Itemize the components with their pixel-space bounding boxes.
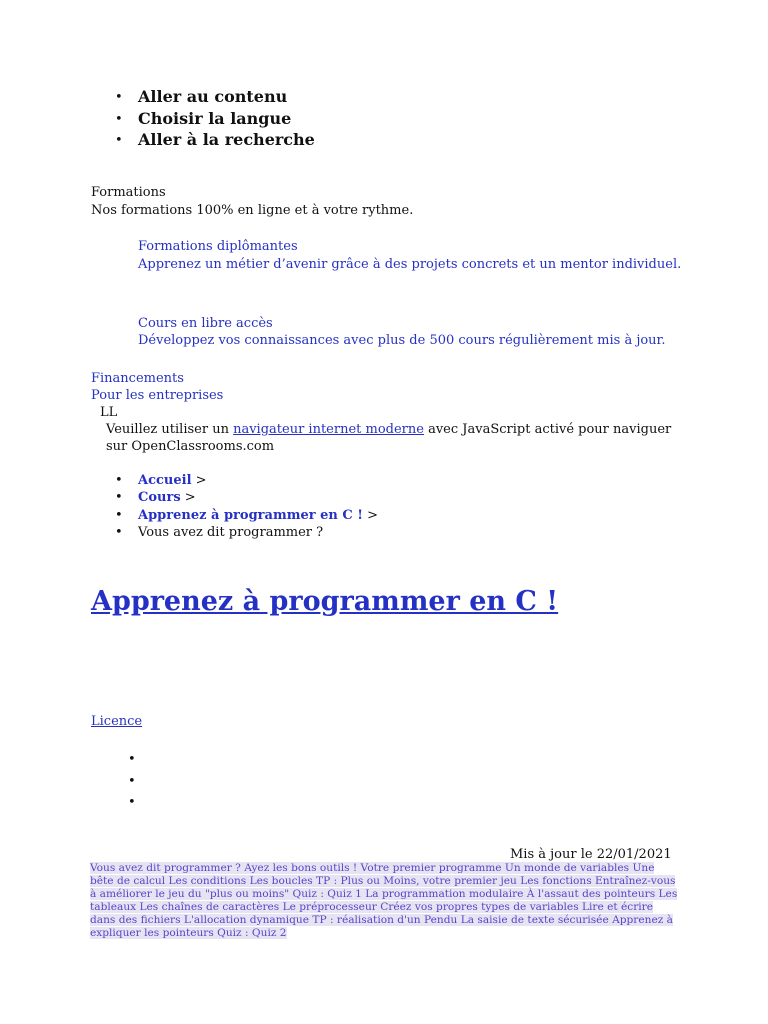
toc-text[interactable]: Vous avez dit programmer ? Ayez les bons outils ! Votre premier programme Un monde de variables Une bête de calcul Les conditions Les boucles TP : Plus ou Moins, votre premier jeu Les fonctions Entraînez-vous à améliorer le jeu du "plus ou moins" Quiz : Quiz 1 La programmation modulaire À l'assaut des pointeurs Les tableaux Les chaînes de caractères Le préprocesseur Créez vos propres types de variables Lire et écrire dans des fichiers L'allocation dynamique TP : réalisation d'un Pendu La saisie de texte sécurisée Apprenez à expliquer les pointeurs Quiz : Quiz 2 [90, 862, 678, 940]
skip-link-language[interactable]: • Choisir la langue [138, 108, 315, 130]
user-avatar-initials[interactable]: LL [100, 405, 118, 420]
cours-libre-desc[interactable]: Développez vos connaissances avec plus de 500 cours régulièrement mis à jour. [138, 333, 666, 348]
browser-notice: Veuillez utiliser un navigateur internet moderne avec JavaScript activé pour naviguer [106, 422, 672, 437]
nav-financements[interactable]: Financements [91, 371, 184, 386]
modern-browser-link[interactable]: navigateur internet moderne [233, 422, 424, 437]
formations-diplomantes-desc[interactable]: Apprenez un métier d’avenir grâce à des projets concrets et un mentor individuel. [138, 257, 682, 272]
browser-notice-line2: sur OpenClassrooms.com [106, 439, 275, 454]
breadcrumb-item: • Accueil > [138, 472, 378, 489]
licence-link[interactable]: Licence [91, 714, 143, 729]
table-of-contents[interactable] [90, 862, 678, 941]
breadcrumb-course-link[interactable]: Apprenez à programmer en C ! [138, 507, 363, 523]
skip-links [138, 86, 315, 151]
cours-libre-title[interactable]: Cours en libre accès [138, 316, 273, 331]
skip-link-content[interactable]: • Aller au contenu [138, 86, 315, 108]
skip-link-search[interactable]: • Aller à la recherche [138, 129, 315, 151]
breadcrumb-courses-link[interactable]: Cours [138, 490, 181, 506]
updated-date: Mis à jour le 22/01/2021 [510, 847, 672, 862]
breadcrumb-item: • Cours > [138, 489, 378, 506]
nav-entreprises[interactable]: Pour les entreprises [91, 388, 224, 403]
breadcrumb-item: • Apprenez à programmer en C ! > [138, 507, 378, 524]
breadcrumb-home-link[interactable]: Accueil [138, 473, 192, 488]
breadcrumb-current: • Vous avez dit programmer ? [138, 524, 378, 541]
formations-title[interactable]: Formations [91, 185, 166, 200]
formations-diplomantes-title[interactable]: Formations diplômantes [138, 239, 298, 254]
page-title[interactable]: Apprenez à programmer en C ! [91, 586, 559, 617]
formations-subtitle: Nos formations 100% en ligne et à votre rythme. [91, 203, 414, 218]
breadcrumb [138, 472, 378, 541]
